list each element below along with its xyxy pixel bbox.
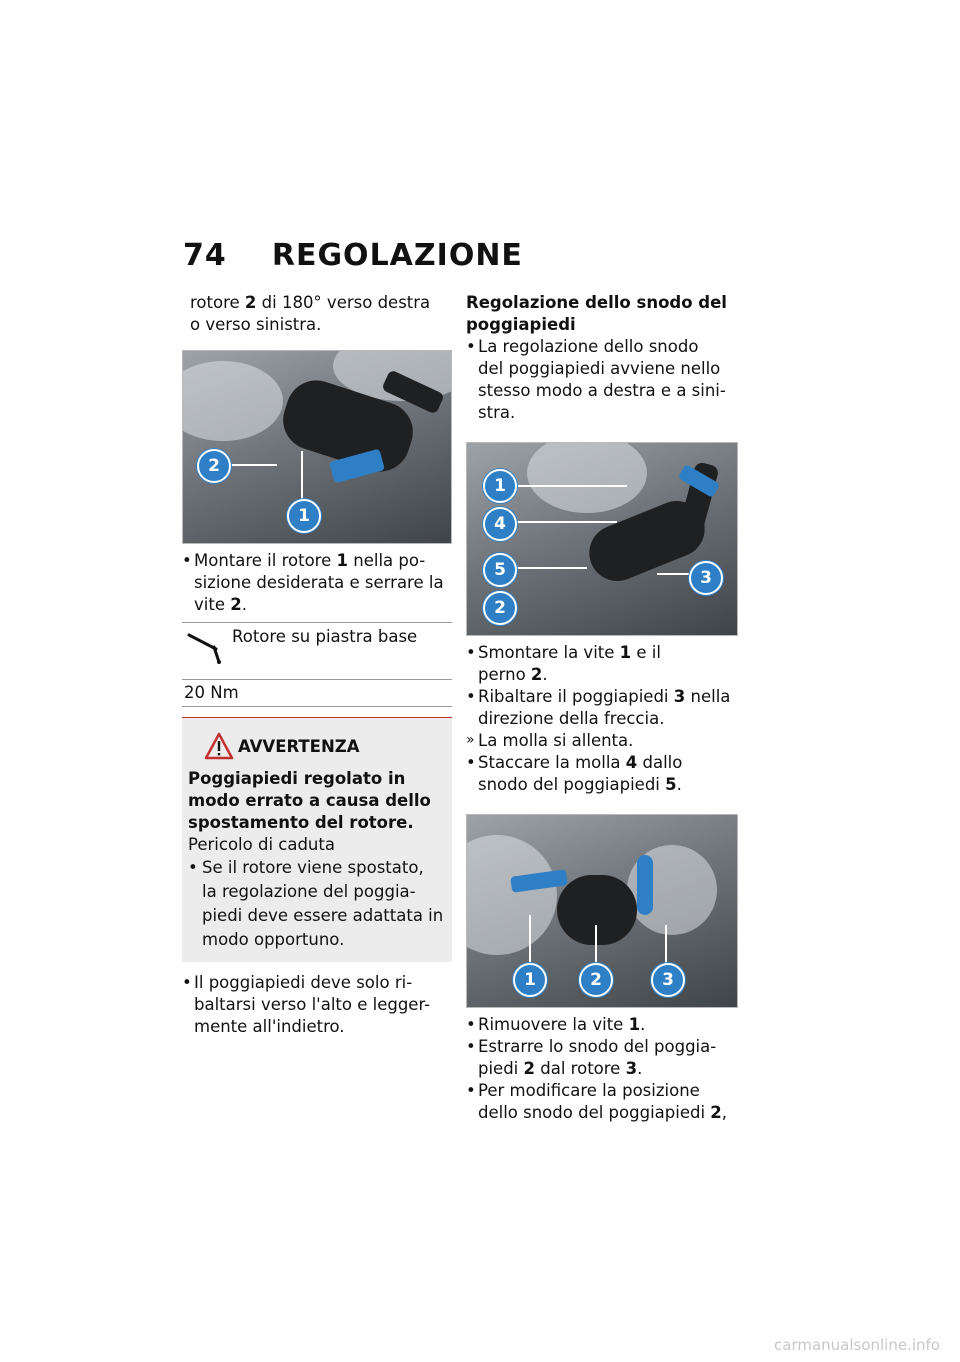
torque-label: Rotore su piastra base (232, 627, 418, 646)
reference-number: 2 (530, 665, 543, 684)
text-fragment: Rimuovere la vite (478, 1015, 624, 1034)
subsection-title (466, 292, 740, 336)
photo-rotor (182, 350, 452, 544)
reference-number: 1 (619, 643, 632, 662)
warning-header (188, 732, 446, 768)
text-fragment: nella (690, 687, 731, 706)
text-fragment: Poggiapiedi regolato in (188, 769, 406, 788)
text-fragment: Staccare la molla (478, 753, 621, 772)
intro-text (182, 292, 452, 336)
reference-number: 2 (230, 595, 242, 614)
callout-badge: 2 (483, 591, 517, 625)
text-fragment: modo errato a causa dello (188, 791, 431, 810)
text-fragment: Per modificare la posizione (478, 1081, 700, 1100)
text-fragment: . (640, 1015, 646, 1034)
steps-remove-pin (466, 642, 740, 796)
text-fragment: modo opportuno. (202, 930, 345, 949)
text-fragment: spostamento del rotore. (188, 813, 414, 832)
text-fragment: dal rotore (540, 1059, 621, 1078)
callout-badge: 4 (483, 507, 517, 541)
section-title: REGOLAZIONE (271, 238, 523, 273)
text-fragment: sizione desiderata e serrare la (194, 573, 444, 592)
text-fragment: stra. (478, 403, 516, 422)
left-column (182, 292, 452, 1038)
text-fragment: . (676, 775, 682, 794)
warning-triangle-icon (204, 732, 234, 760)
text-fragment: dello snodo del poggiapiedi (478, 1103, 706, 1122)
text-fragment: del poggiapiedi avviene nello (478, 359, 721, 378)
reference-number: 1 (336, 551, 348, 570)
page-number: 74 (183, 238, 227, 273)
callout-badge: 2 (197, 449, 231, 483)
warning-title: AVVERTENZA (238, 737, 360, 756)
reference-number: 2 (523, 1059, 536, 1078)
step-item (466, 1036, 740, 1080)
text-fragment: o verso sinistra. (190, 315, 322, 334)
callout-badge: 1 (513, 963, 547, 997)
text-fragment: . (241, 595, 247, 614)
intro-bullet (466, 336, 740, 424)
photo-footrest-joint (466, 442, 738, 636)
text-fragment: Smontare la vite (478, 643, 615, 662)
text-fragment: baltarsi verso l'alto e legger- (194, 995, 431, 1014)
text-fragment: . (542, 665, 548, 684)
text-fragment: Il poggiapiedi deve solo ri- (194, 973, 413, 992)
right-column (466, 292, 740, 1124)
warning-heading (188, 768, 446, 834)
photo-joint-removal (466, 814, 738, 1008)
text-fragment: Se il rotore viene spostato, (202, 858, 424, 877)
step-item (466, 1080, 740, 1124)
text-fragment: Ribaltare il poggiapiedi (478, 687, 669, 706)
step-mount-rotor (182, 550, 452, 616)
step-item (466, 1014, 740, 1036)
callout-badge: 3 (689, 561, 723, 595)
text-fragment: Estrarre lo snodo del poggia- (478, 1037, 717, 1056)
warning-danger: Pericolo di caduta (188, 835, 335, 854)
text-fragment: poggiapiedi (466, 315, 576, 334)
callout-badge: 2 (579, 963, 613, 997)
text-fragment: . (637, 1059, 643, 1078)
watermark: carmanualsonline.info (774, 1336, 940, 1354)
text-fragment: snodo del poggiapiedi (478, 775, 660, 794)
step-item (466, 752, 740, 796)
step-item (466, 642, 740, 686)
text-fragment: La regolazione dello snodo (478, 337, 699, 356)
text-fragment: stesso modo a destra e a sini- (478, 381, 726, 400)
reference-number: 3 (673, 687, 686, 706)
step-result (466, 730, 740, 752)
callout-badge: 1 (483, 469, 517, 503)
note-footrest (182, 972, 452, 1038)
text-fragment: e il (636, 643, 661, 662)
text-fragment: vite (194, 595, 225, 614)
reference-number: 2 (244, 293, 257, 312)
reference-number: 3 (625, 1059, 638, 1078)
text-fragment: dallo (642, 753, 683, 772)
reference-number: 1 (628, 1015, 641, 1034)
torque-spec (182, 622, 452, 707)
reference-number: 5 (665, 775, 677, 794)
text-fragment: nella po- (353, 551, 426, 570)
reference-number: 4 (625, 753, 638, 772)
text-fragment: , (721, 1103, 728, 1122)
torque-spec-header (182, 623, 452, 680)
torque-value: 20 Nm (184, 683, 239, 702)
text-fragment: direzione della freccia. (478, 709, 665, 728)
callout-badge: 5 (483, 553, 517, 587)
text-fragment: di 180° verso destra (261, 293, 431, 312)
callout-badge: 1 (287, 499, 321, 533)
text-fragment: mente all'indietro. (194, 1017, 345, 1036)
torque-wrench-icon (186, 629, 226, 665)
text-fragment: La molla si allenta. (478, 731, 634, 750)
text-fragment: rotore (190, 293, 240, 312)
steps-extract-joint (466, 1014, 740, 1124)
warning-item (188, 856, 446, 952)
text-fragment: Regolazione dello snodo del (466, 293, 727, 312)
text-fragment: piedi (478, 1059, 519, 1078)
callout-badge: 3 (651, 963, 685, 997)
warning-box (182, 717, 452, 962)
text-fragment: la regolazione del poggia- (202, 882, 416, 901)
step-item (466, 686, 740, 730)
page-header (183, 238, 523, 282)
text-fragment: perno (478, 665, 526, 684)
text-fragment: piedi deve essere adattata in (202, 906, 444, 925)
text-fragment: Montare il rotore (194, 551, 332, 570)
reference-number: 2 (710, 1103, 722, 1122)
